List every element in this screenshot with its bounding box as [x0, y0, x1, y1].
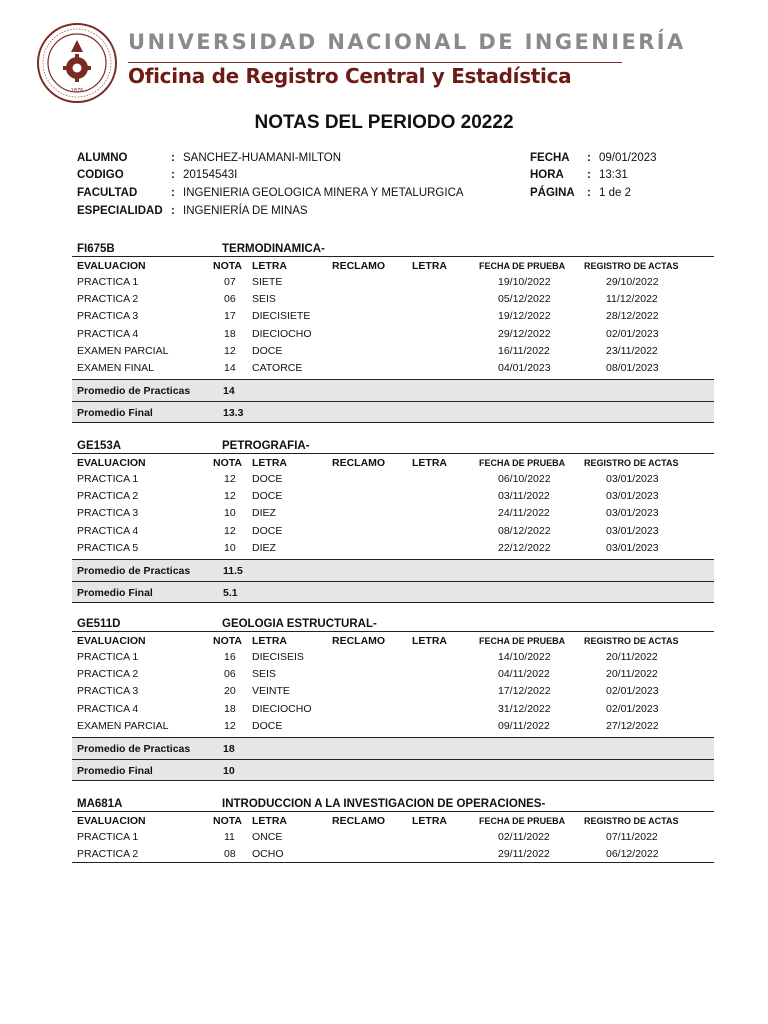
table-row [72, 307, 714, 324]
col-letra: LETRA [252, 635, 287, 647]
col-letra-2: LETRA [412, 635, 447, 647]
eval-cell: PRACTICA 2 [77, 668, 139, 681]
column-headers [72, 631, 714, 648]
col-letra-2: LETRA [412, 260, 447, 272]
codigo-label: CODIGO [77, 169, 124, 181]
course-name: INTRODUCCION A LA INVESTIGACION DE OPERACIONES- [222, 798, 546, 810]
col-fecha-prueba: FECHA DE PRUEBA [479, 458, 566, 468]
nota-cell: 08 [224, 848, 236, 861]
eval-cell: PRACTICA 1 [77, 831, 139, 843]
col-letra-2: LETRA [412, 815, 447, 827]
promedio-practicas-row [72, 379, 714, 401]
column-headers [72, 453, 714, 470]
promedio-final-row [72, 401, 714, 423]
registro-cell: 03/01/2023 [606, 524, 659, 537]
promedio-final-label: Promedio Final [77, 764, 153, 777]
course-code: GE153A [77, 440, 122, 452]
registro-cell: 03/01/2023 [606, 541, 659, 554]
pagina-value: 1 de 2 [599, 187, 631, 199]
fecha-prueba-cell: 14/10/2022 [498, 651, 551, 663]
course-code: MA681A [77, 798, 123, 810]
fecha-prueba-cell: 04/11/2022 [498, 668, 550, 681]
fecha-label: FECHA [530, 152, 570, 164]
nota-cell: 07 [224, 276, 236, 288]
eval-cell: EXAMEN PARCIAL [77, 344, 169, 357]
nota-cell: 18 [224, 327, 236, 340]
table-row [72, 845, 714, 862]
col-evaluacion: EVALUACION [77, 457, 146, 469]
grade-rows [72, 828, 714, 862]
registro-cell: 03/01/2023 [606, 490, 659, 503]
course-header [72, 240, 714, 256]
col-reclamo: RECLAMO [332, 457, 386, 469]
nota-cell: 12 [224, 473, 236, 485]
letra-cell: OCHO [252, 848, 284, 861]
eval-cell: PRACTICA 3 [77, 685, 139, 698]
col-letra-2: LETRA [412, 457, 447, 469]
letra-cell: SEIS [252, 293, 276, 306]
col-reclamo: RECLAMO [332, 260, 386, 272]
promedio-final-row [72, 759, 714, 781]
course-block-0 [72, 240, 714, 423]
course-code: FI675B [77, 243, 115, 255]
letra-cell: DIECIOCHO [252, 702, 312, 715]
fecha-prueba-cell: 24/11/2022 [498, 507, 550, 520]
col-fecha-prueba: FECHA DE PRUEBA [479, 636, 566, 646]
table-row [72, 665, 714, 682]
nota-cell: 16 [224, 651, 236, 663]
fecha-prueba-cell: 09/11/2022 [498, 719, 550, 732]
header-divider [128, 62, 622, 63]
course-name: GEOLOGIA ESTRUCTURAL- [222, 618, 377, 630]
fecha-prueba-cell: 06/10/2022 [498, 473, 551, 485]
col-reclamo: RECLAMO [332, 815, 386, 827]
promedio-practicas-value: 11.5 [223, 564, 243, 577]
letra-cell: DIEZ [252, 507, 276, 520]
registro-cell: 03/01/2023 [606, 473, 659, 485]
table-row [72, 273, 714, 290]
course-name: TERMODINAMICA- [222, 243, 325, 255]
col-registro-actas: REGISTRO DE ACTAS [584, 816, 679, 826]
fecha-prueba-cell: 08/12/2022 [498, 524, 551, 537]
nota-cell: 18 [224, 702, 236, 715]
promedio-final-value: 13.3 [223, 407, 244, 420]
promedio-practicas-row [72, 559, 714, 581]
col-letra: LETRA [252, 815, 287, 827]
student-info [77, 152, 527, 222]
eval-cell: PRACTICA 2 [77, 848, 139, 861]
nota-cell: 11 [224, 831, 235, 843]
eval-cell: PRACTICA 5 [77, 541, 139, 554]
col-registro-actas: REGISTRO DE ACTAS [584, 261, 679, 271]
table-row [72, 522, 714, 539]
colon: : [587, 169, 591, 181]
course-header [72, 615, 714, 631]
fecha-prueba-cell: 19/10/2022 [498, 276, 551, 288]
course-block-2 [72, 615, 714, 781]
grade-rows [72, 273, 714, 376]
table-row [72, 290, 714, 307]
alumno-label: ALUMNO [77, 152, 128, 164]
eval-cell: PRACTICA 1 [77, 276, 139, 288]
fecha-prueba-cell: 29/11/2022 [498, 848, 550, 861]
table-row [72, 487, 714, 504]
fecha-prueba-cell: 16/11/2022 [498, 344, 550, 357]
hora-label: HORA [530, 169, 564, 181]
colon: : [171, 152, 175, 164]
col-letra: LETRA [252, 260, 287, 272]
col-letra: LETRA [252, 457, 287, 469]
letra-cell: DOCE [252, 473, 283, 485]
course-header [72, 437, 714, 453]
registro-cell: 02/01/2023 [606, 327, 659, 340]
colon: : [587, 152, 591, 164]
promedio-practicas-label: Promedio de Practicas [77, 742, 191, 755]
table-row [72, 717, 714, 734]
registro-cell: 06/12/2022 [606, 848, 659, 861]
registro-cell: 11/12/2022 [606, 293, 658, 306]
registro-cell: 02/01/2023 [606, 685, 659, 698]
promedio-final-value: 10 [223, 764, 235, 777]
eval-cell: PRACTICA 1 [77, 651, 139, 663]
table-row [72, 470, 714, 487]
column-headers [72, 811, 714, 828]
table-row [72, 342, 714, 359]
col-nota: NOTA [213, 457, 242, 469]
col-evaluacion: EVALUACION [77, 260, 146, 272]
column-headers [72, 256, 714, 273]
col-registro-actas: REGISTRO DE ACTAS [584, 458, 679, 468]
fecha-value: 09/01/2023 [599, 152, 657, 164]
table-row [72, 325, 714, 342]
nota-cell: 14 [224, 361, 236, 374]
registro-cell: 27/12/2022 [606, 719, 659, 732]
letra-cell: DOCE [252, 490, 283, 503]
nota-cell: 12 [224, 719, 236, 732]
fecha-prueba-cell: 02/11/2022 [498, 831, 550, 843]
colon: : [587, 187, 591, 199]
letra-cell: SEIS [252, 668, 276, 681]
alumno-value: SANCHEZ-HUAMANI-MILTON [183, 152, 342, 164]
pagina-label: PÁGINA [530, 187, 575, 199]
eval-cell: PRACTICA 3 [77, 507, 139, 520]
fecha-prueba-cell: 22/12/2022 [498, 541, 551, 554]
registro-cell: 20/11/2022 [606, 651, 658, 663]
eval-cell: PRACTICA 4 [77, 702, 139, 715]
course-header [72, 795, 714, 811]
fecha-prueba-cell: 29/12/2022 [498, 327, 551, 340]
col-evaluacion: EVALUACION [77, 815, 146, 827]
fecha-prueba-cell: 05/12/2022 [498, 293, 551, 306]
facultad-value: INGENIERIA GEOLOGICA MINERA Y METALURGICA [183, 187, 464, 199]
letra-cell: DIECISEIS [252, 651, 304, 663]
fecha-prueba-cell: 04/01/2023 [498, 361, 551, 374]
promedio-practicas-label: Promedio de Practicas [77, 385, 191, 398]
table-row [72, 359, 714, 376]
col-fecha-prueba: FECHA DE PRUEBA [479, 816, 566, 826]
table-row [72, 828, 714, 845]
letra-cell: DIEZ [252, 541, 276, 554]
university-seal-logo [36, 22, 118, 104]
nota-cell: 06 [224, 668, 236, 681]
col-nota: NOTA [213, 260, 242, 272]
nota-cell: 12 [224, 490, 236, 503]
fecha-prueba-cell: 03/11/2022 [498, 490, 550, 503]
registro-cell: 07/11/2022 [606, 831, 658, 843]
letra-cell: ONCE [252, 831, 283, 843]
col-reclamo: RECLAMO [332, 635, 386, 647]
codigo-value: 20154543I [183, 169, 238, 181]
course-block-3 [72, 795, 714, 863]
registro-cell: 03/01/2023 [606, 507, 659, 520]
promedio-practicas-label: Promedio de Practicas [77, 564, 191, 577]
table-row [72, 504, 714, 521]
letra-cell: DOCE [252, 524, 283, 537]
promedio-practicas-value: 14 [223, 385, 235, 398]
promedio-practicas-value: 18 [223, 742, 235, 755]
letra-cell: DOCE [252, 344, 283, 357]
nota-cell: 20 [224, 685, 236, 698]
promedio-practicas-row [72, 737, 714, 759]
eval-cell: PRACTICA 3 [77, 310, 139, 323]
nota-cell: 12 [224, 524, 236, 537]
svg-text:1876: 1876 [70, 88, 84, 94]
especialidad-value: INGENIERÍA DE MINAS [183, 205, 308, 217]
letra-cell: VEINTE [252, 685, 290, 698]
eval-cell: PRACTICA 1 [77, 473, 139, 485]
nota-cell: 10 [224, 507, 236, 520]
facultad-label: FACULTAD [77, 187, 138, 199]
col-evaluacion: EVALUACION [77, 635, 146, 647]
especialidad-label: ESPECIALIDAD [77, 205, 163, 217]
fecha-prueba-cell: 19/12/2022 [498, 310, 551, 323]
colon: : [171, 169, 175, 181]
eval-cell: PRACTICA 4 [77, 524, 139, 537]
eval-cell: EXAMEN PARCIAL [77, 719, 169, 732]
document-meta [530, 152, 680, 207]
letra-cell: DIECIOCHO [252, 327, 312, 340]
nota-cell: 12 [224, 344, 236, 357]
letra-cell: DIECISIETE [252, 310, 311, 323]
hora-value: 13:31 [599, 169, 628, 181]
university-name: UNIVERSIDAD NACIONAL DE INGENIERÍA [128, 30, 686, 54]
table-row [72, 648, 714, 665]
promedio-final-label: Promedio Final [77, 586, 153, 599]
page-title: NOTAS DEL PERIODO 20222 [254, 112, 514, 133]
course-name: PETROGRAFIA- [222, 440, 310, 452]
eval-cell: PRACTICA 2 [77, 293, 139, 306]
registro-cell: 02/01/2023 [606, 702, 659, 715]
registro-cell: 28/12/2022 [606, 310, 659, 323]
col-nota: NOTA [213, 635, 242, 647]
letra-cell: CATORCE [252, 361, 303, 374]
course-block-1 [72, 437, 714, 603]
table-row [72, 700, 714, 717]
registro-cell: 08/01/2023 [606, 361, 659, 374]
registro-cell: 23/11/2022 [606, 344, 658, 357]
table-row [72, 682, 714, 699]
fecha-prueba-cell: 17/12/2022 [498, 685, 551, 698]
table-end-divider [72, 862, 714, 863]
col-nota: NOTA [213, 815, 242, 827]
grade-rows [72, 648, 714, 734]
letra-cell: DOCE [252, 719, 283, 732]
col-fecha-prueba: FECHA DE PRUEBA [479, 261, 566, 271]
nota-cell: 10 [224, 541, 236, 554]
colon: : [171, 205, 175, 217]
registro-cell: 20/11/2022 [606, 668, 658, 681]
promedio-final-value: 5.1 [223, 586, 238, 599]
office-name: Oficina de Registro Central y Estadística [128, 64, 572, 88]
fecha-prueba-cell: 31/12/2022 [498, 702, 551, 715]
col-registro-actas: REGISTRO DE ACTAS [584, 636, 679, 646]
letra-cell: SIETE [252, 276, 283, 288]
promedio-final-label: Promedio Final [77, 407, 153, 420]
nota-cell: 06 [224, 293, 236, 306]
registro-cell: 29/10/2022 [606, 276, 659, 288]
eval-cell: PRACTICA 2 [77, 490, 139, 503]
nota-cell: 17 [224, 310, 236, 323]
eval-cell: EXAMEN FINAL [77, 361, 155, 374]
grade-rows [72, 470, 714, 556]
promedio-final-row [72, 581, 714, 603]
table-row [72, 539, 714, 556]
colon: : [171, 187, 175, 199]
course-code: GE511D [77, 618, 121, 630]
eval-cell: PRACTICA 4 [77, 327, 139, 340]
